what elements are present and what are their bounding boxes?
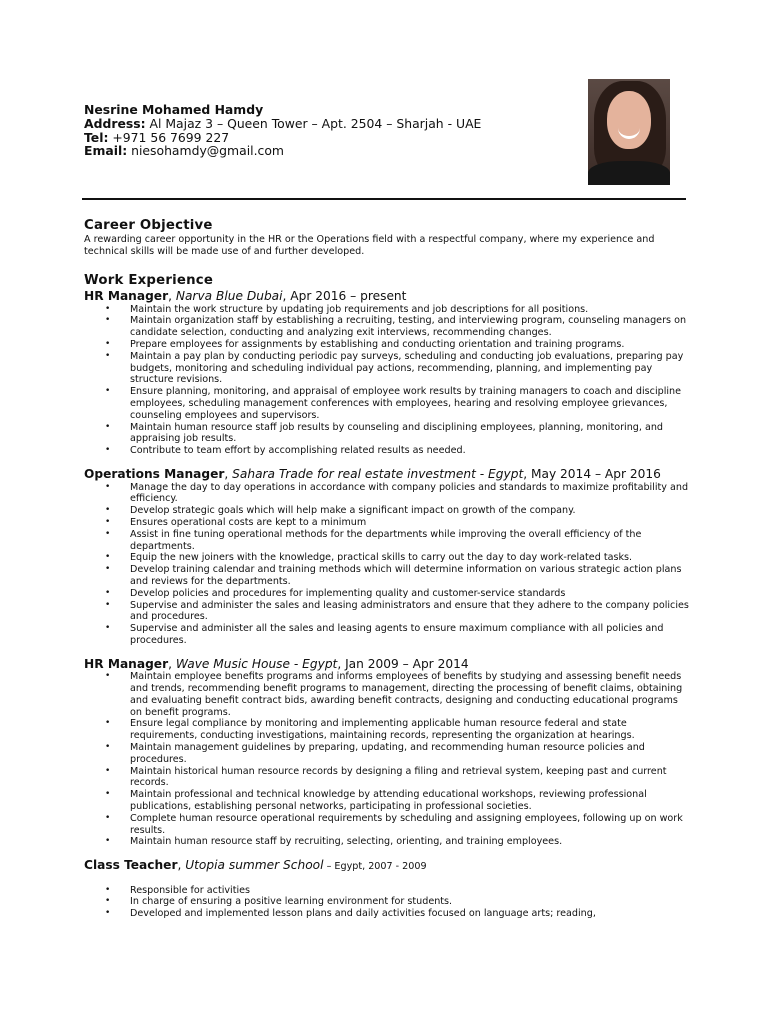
job-title [84,657,689,672]
bullet-item [84,505,689,517]
job-bullets [84,304,689,457]
bullet-text: Ensure planning, monitoring, and appraisal of employee work results by training managers to coach and discipline employees, scheduling management conferences with employees, hearing and resolving employee grievances, counseling employees and supervisors. [130,386,682,421]
bullet-icon: • [105,421,111,432]
bullet-icon: • [105,552,111,563]
bullet-icon: • [105,481,111,492]
bullet-text: Contribute to team effort by accomplishing related results as needed. [130,445,466,457]
resume-content [84,218,689,920]
bullet-item [84,718,689,742]
job-title [84,467,689,482]
job-role: HR Manager [84,656,169,671]
job-role: Operations Manager [84,467,225,482]
bullet-text: Supervise and administer all the sales and leasing agents to ensure maximum compliance with all policies and procedures. [130,623,664,646]
bullet-icon: • [105,765,111,776]
bullet-item [84,836,689,848]
photo-face [607,91,651,149]
bullet-text: Manage the day to day operations in accordance with company policies and standards to maximize profitability and efficiency. [130,481,689,505]
job-organization: Sahara Trade for real estate investment - Egypt [232,467,524,482]
bullet-item [84,552,689,564]
bullet-item [84,588,689,600]
job-bullets [84,671,689,848]
job-dates: , Apr 2016 – present [282,289,407,304]
tel-line [84,131,564,145]
bullet-icon: • [105,350,111,361]
bullet-icon: • [105,386,111,397]
bullet-item [84,623,689,647]
header-divider [82,198,686,200]
bullet-item [84,885,689,897]
bullet-item [84,339,689,351]
job-separator: , [224,467,233,482]
bullet-icon: • [105,836,111,847]
bullet-item [84,304,689,316]
bullet-icon: • [105,884,111,895]
bullet-text: Prepare employees for assignments by establishing and conducting orientation and training programs. [130,339,625,351]
bullet-item [84,482,689,506]
bullet-text: Supervise and administer the sales and leasing administrators and ensure that they adhere to the company policies and procedures. [130,599,689,623]
bullet-text: Maintain management guidelines by preparing, updating, and recommending human resource policies and procedures. [130,741,645,765]
job-separator: , [177,858,186,873]
bullet-text: Maintain professional and technical knowledge by attending educational workshops, reviewing professional publications, establishing personal networks, participating in professional societies. [130,789,647,812]
bullet-text: Maintain the work structure by updating job requirements and job descriptions for all positions. [130,303,589,315]
bullet-item [84,896,689,908]
bullet-item [84,422,689,446]
job-dates: , May 2014 – Apr 2016 [523,467,661,482]
address-value: Al Majaz 3 – Queen Tower – Apt. 2504 – Sharjah - UAE [145,116,482,131]
bullet-icon: • [105,587,111,598]
bullet-icon: • [105,599,111,610]
bullet-text: Maintain historical human resource records by designing a filing and retrieval system, keeping past and current records. [130,765,667,789]
job-title [84,289,689,304]
bullet-icon: • [105,564,111,575]
bullet-text: Responsible for activities [130,884,251,896]
bullet-text: Develop training calendar and training methods which will determine information on various strategic action plans and reviews for the departments. [130,564,682,587]
career-objective-heading: Career Objective [84,218,213,233]
career-objective-text: A rewarding career opportunity in the HR or the Operations field with a respectful company, where my experience and technical skills will be made use of and further developed. [84,234,655,257]
bullet-icon: • [105,718,111,729]
bullet-icon: • [105,516,111,527]
bullet-item [84,908,689,920]
address-label: Address: [84,116,146,131]
bullet-text: Maintain organization staff by establishing a recruiting, testing, and interviewing program, counseling managers on candidate selection, conducting and analyzing exit interviews, recommending changes. [130,315,687,339]
bullet-text: Complete human resource operational requirements by scheduling and assigning employees, following up on work results. [130,812,683,836]
tel-label: Tel: [84,129,109,145]
job-title [84,858,689,875]
job-role: HR Manager [84,289,169,304]
bullet-icon: • [105,789,111,800]
email-line [84,144,564,158]
bullet-text: Assist in fine tuning operational methods for the departments while improving the overall efficiency of the departments. [130,528,642,552]
bullet-text: Develop policies and procedures for implementing quality and customer-service standards [130,587,566,599]
bullet-text: Ensure legal compliance by monitoring and implementing applicable human resource federal and state requirements, conducting investigations, maintaining records, representing the organization at hearings. [130,718,635,742]
job-organization: Narva Blue Dubai [175,289,283,304]
bullet-icon: • [105,303,111,314]
bullet-item [84,564,689,588]
bullet-icon: • [105,528,111,539]
job-organization: Utopia summer School [185,858,324,873]
jobs-list [84,289,689,920]
job-dates: , Jan 2009 – Apr 2014 [337,656,469,671]
job-role: Class Teacher [84,858,178,873]
bullet-text: Maintain human resource staff by recruiting, selecting, orienting, and training employees. [130,836,563,848]
email-value: niesohamdy@gmail.com [127,143,285,159]
bullet-item [84,445,689,457]
bullet-item [84,351,689,386]
bullet-text: Maintain employee benefits programs and informs employees of benefits by studying and assessing benefit needs and trends, recommending benefit programs to management, directing the processing of benefit claims, obtaining and evaluating benefit contract bids, awarding benefit contracts, designing and conducting educational programs on benefit programs. [130,671,683,718]
job-bullets [84,885,689,920]
photo-body [588,161,670,185]
bullet-item [84,813,689,837]
candidate-name: Nesrine Mohamed Hamdy [84,102,264,117]
job-organization: Wave Music House - Egypt [175,656,338,671]
bullet-item [84,386,689,421]
bullet-icon: • [105,908,111,919]
email-label: Email: [84,143,128,159]
job-dates: – Egypt, 2007 - 2009 [323,861,427,873]
bullet-icon: • [105,671,111,682]
bullet-item [84,529,689,553]
bullet-item [84,671,689,718]
bullet-text: Maintain human resource staff job results by counseling and disciplining employees, planning, monitoring, and appraising job results. [130,421,664,445]
bullet-item [84,742,689,766]
job-separator: , [168,289,176,304]
tel-value: +971 56 7699 227 [108,129,230,145]
work-experience-heading: Work Experience [84,273,214,289]
bullet-icon: • [105,315,111,326]
bullet-text: Equip the new joiners with the knowledge, practical skills to carry out the day to day work-related tasks. [130,552,633,564]
bullet-item [84,517,689,529]
bullet-text: In charge of ensuring a positive learning environment for students. [130,896,453,908]
job-bullets [84,482,689,647]
bullet-icon: • [105,812,111,823]
bullet-icon: • [105,505,111,516]
bullet-icon: • [105,896,111,907]
address-line [84,117,564,131]
portrait-photo [588,79,670,185]
contact-block [84,103,564,158]
bullet-icon: • [105,623,111,634]
bullet-item [84,789,689,813]
bullet-icon: • [105,741,111,752]
bullet-item [84,766,689,790]
job-separator: , [168,656,176,671]
bullet-text: Developed and implemented lesson plans and daily activities focused on language arts; reading, [130,908,596,920]
bullet-text: Maintain a pay plan by conducting periodic pay surveys, scheduling and conducting job evaluations, preparing pay budgets, monitoring and scheduling individual pay actions, recommending, planning, and implementing pay structure revisions. [130,350,684,386]
bullet-item [84,600,689,624]
bullet-text: Ensures operational costs are kept to a minimum [130,516,367,528]
bullet-item [84,315,689,339]
bullet-icon: • [105,445,111,456]
bullet-icon: • [105,339,111,350]
bullet-text: Develop strategic goals which will help make a significant impact on growth of the company. [130,505,576,517]
